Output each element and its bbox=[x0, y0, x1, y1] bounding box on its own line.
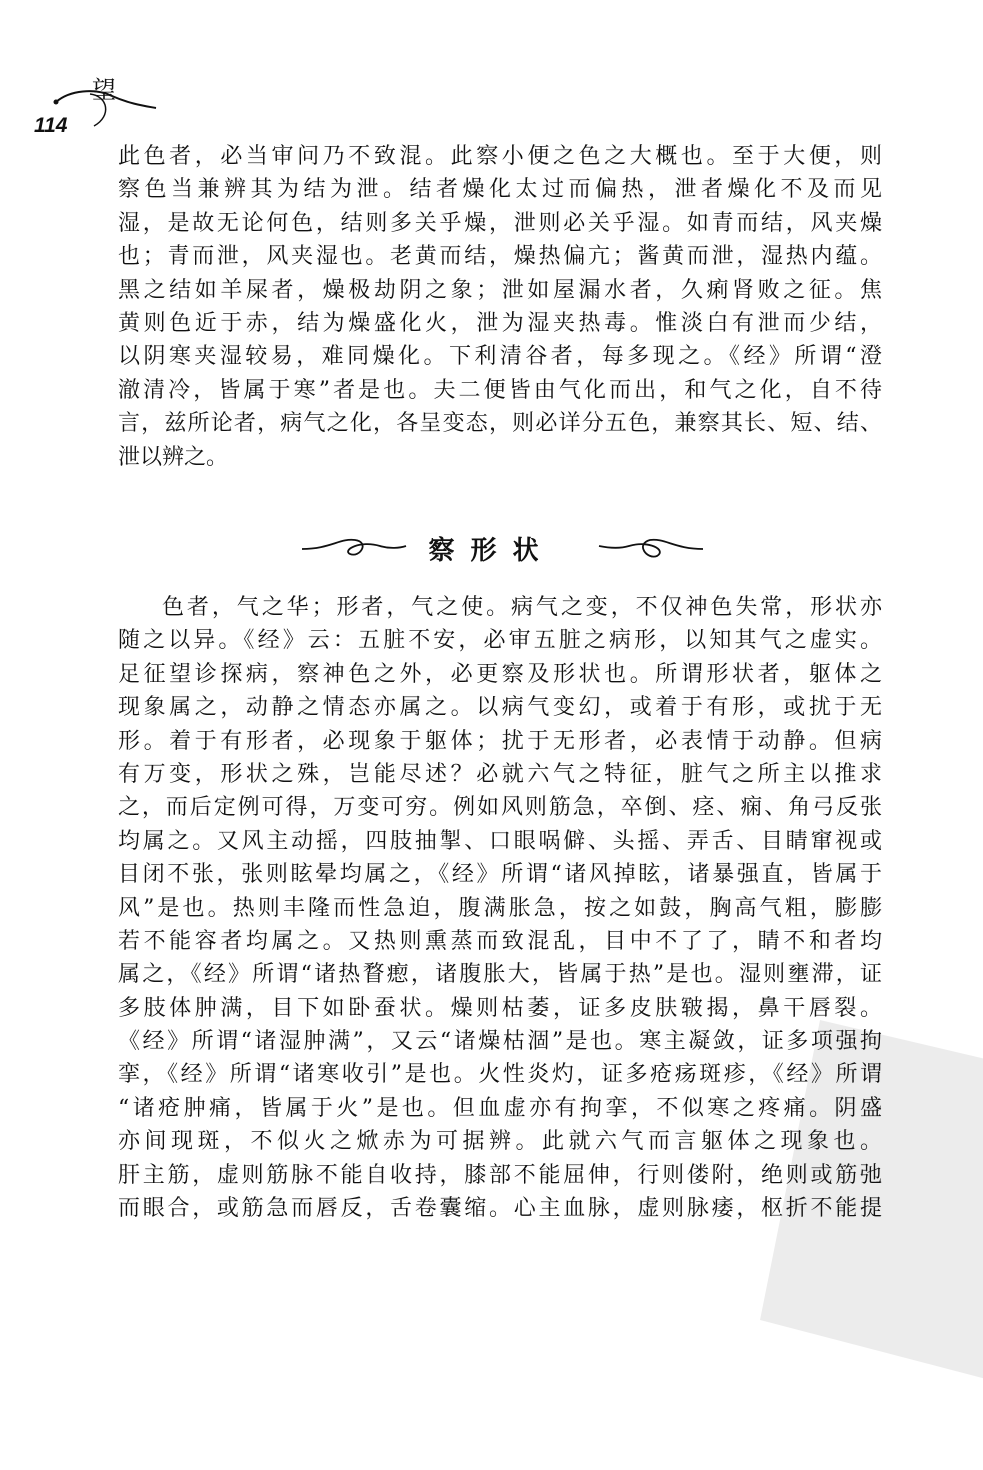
text-line: 言，兹所论者，病气之化，各呈变态，则必详分五色，兼察其长、短、结、 bbox=[118, 411, 882, 437]
text-line: 现象属之，动静之情态亦属之。以病气变幻，或着于有形，或扰于无 bbox=[118, 695, 882, 721]
text-line: 而眼合，或筋急而唇反，舌卷囊缩。心主血脉，虚则脉痿，枢折不能提 bbox=[118, 1196, 882, 1222]
text-line: 随之以异。《经》云：五脏不安，必审五脏之病形，以知其气之虚实。 bbox=[118, 628, 882, 654]
text-line: 察色当兼辨其为结为泄。结者燥化太过而偏热，泄者燥化不及而见 bbox=[118, 177, 882, 203]
page-number: 114 bbox=[34, 114, 68, 137]
text-line: 湿，是故无论何色，结则多关乎燥，泄则必关乎湿。如青而结，风夹燥 bbox=[118, 210, 882, 236]
text-line: 泄以辨之。 bbox=[118, 444, 229, 470]
section-title: 察形状 bbox=[428, 536, 555, 566]
text-line: 以阴寒夹湿较易，难同燥化。下利清谷者，每多现之。《经》所谓“澄 bbox=[118, 344, 882, 370]
text-line: 黄则色近于赤，结为燥盛化火，泄为湿夹热毒。惟淡白有泄而少结， bbox=[118, 310, 882, 336]
text-line: 《经》所谓“诸湿肿满”，又云“诸燥枯涸”是也。寒主凝敛，证多项强拘 bbox=[118, 1029, 882, 1055]
text-line: 色者，气之华；形者，气之使。病气之变，不仅神色失常，形状亦 bbox=[162, 595, 882, 620]
text-line: 目闭不张，张则眩晕均属之，《经》所谓“诸风掉眩，诸暴强直，皆属于 bbox=[118, 862, 882, 888]
text-line: 足征望诊探病，察神色之外，必更察及形状也。所谓形状者，躯体之 bbox=[118, 661, 882, 687]
text-line: 黑之结如羊屎者，燥极劫阴之象；泄如屋漏水者，久痢肾败之征。焦 bbox=[118, 277, 882, 303]
text-line: 肝主筋，虚则筋脉不能自收持，膝部不能屈伸，行则偻附，绝则或筋弛 bbox=[118, 1162, 882, 1188]
text-line: 也；青而泄，风夹湿也。老黄而结，燥热偏亢；酱黄而泄，湿热内蕴。 bbox=[118, 244, 882, 270]
text-line: 挛，《经》所谓“诸寒收引”是也。火性炎灼，证多疮疡斑疹，《经》所谓 bbox=[118, 1062, 882, 1088]
text-line: 若不能容者均属之。又热则熏蒸而致混乱，目中不了了，睛不和者均 bbox=[118, 928, 882, 954]
text-line: 多肢体肿满，目下如卧蚕状。燥则枯萎，证多皮肤皲揭，鼻干唇裂。 bbox=[118, 995, 882, 1021]
text-line: 有万变，形状之殊，岂能尽述？必就六气之特征，脏气之所主以推求 bbox=[118, 761, 882, 787]
text-line: 此色者，必当审问乃不致混。此察小便之色之大概也。至于大便，则 bbox=[118, 144, 882, 169]
section-1-text bbox=[118, 140, 882, 474]
text-line: 之，而后定例可得，万变可穷。例如风则筋急，卒倒、痉、痫、角弓反张 bbox=[118, 795, 882, 821]
text-line: 属之，《经》所谓“诸热瞀瘛，诸腹胀大，皆属于热”是也。湿则壅滞，证 bbox=[118, 962, 882, 988]
text-line: 亦间现斑，不似火之焮赤为可据辨。此就六气而言躯体之现象也。 bbox=[118, 1129, 882, 1155]
text-line: 风”是也。热则丰隆而性急迫，腹满胀急，按之如鼓，胸高气粗，膨膨 bbox=[118, 895, 882, 921]
text-line: “诸疮肿痛，皆属于火”是也。但血虚亦有拘挛，不似寒之疼痛。阴盛 bbox=[118, 1095, 882, 1121]
text-line: 均属之。又风主动摇，四肢抽掣、口眼㖞僻、头摇、弄舌、目睛窜视或 bbox=[118, 828, 882, 854]
chapter-header: 望 bbox=[92, 76, 116, 104]
text-line: 形。着于有形者，必现象于躯体；扰于无形者，必表情于动静。但病 bbox=[118, 728, 882, 754]
section-2-text bbox=[118, 591, 882, 1225]
text-line: 澈清冷，皆属于寒”者是也。夫二便皆由气化而出，和气之化，自不待 bbox=[118, 377, 882, 403]
